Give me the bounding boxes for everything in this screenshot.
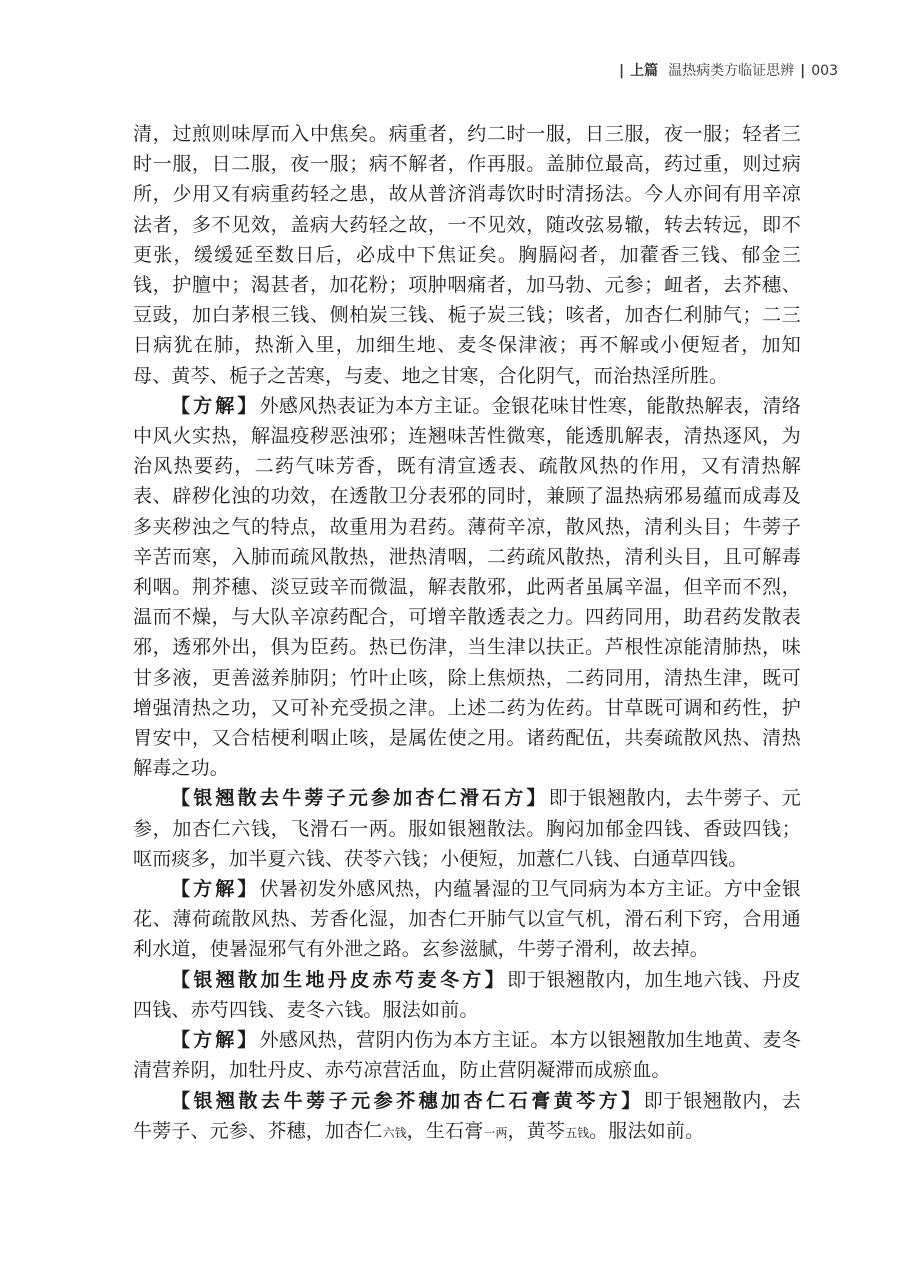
section-heading: 【方解】 bbox=[171, 1029, 260, 1052]
paragraph-text: 。服法如前。 bbox=[589, 1119, 705, 1142]
formula-heading: 【银翘散加生地丹皮赤芍麦冬方】 bbox=[171, 968, 508, 991]
formula-heading: 【银翘散去牛蒡子元参芥穗加杏仁石膏黄芩方】 bbox=[171, 1089, 644, 1112]
paragraph-text: ，黄芩 bbox=[507, 1119, 566, 1142]
paragraph-formula-1 bbox=[133, 783, 801, 874]
paragraph-text: 即于银翘散内，去牛蒡子、元参、芥穗，加杏仁 bbox=[133, 1089, 801, 1142]
paragraph-text: ，生石膏 bbox=[406, 1119, 484, 1142]
paragraph-fangjie-2 bbox=[133, 874, 801, 965]
section-heading: 【方解】 bbox=[171, 394, 260, 417]
dosage-annotation: 六钱 bbox=[382, 1125, 407, 1140]
header-separator: | bbox=[800, 63, 806, 79]
formula-heading: 【银翘散去牛蒡子元参加杏仁滑石方】 bbox=[171, 787, 549, 810]
paragraph-text: 即于银翘散内，加生地六钱、丹皮四钱、赤芍四钱、麦冬六钱。服法如前。 bbox=[133, 968, 801, 1021]
running-header bbox=[0, 60, 838, 80]
header-title: 温热病类方临证思辨 bbox=[668, 63, 795, 79]
page-body bbox=[133, 119, 801, 1148]
paragraph-continuation: 清，过煎则味厚而入中焦矣。病重者，约二时一服，日三服，夜一服；轻者三时一服，日二服，夜一服；病不解者，作再服。盖肺位最高，药过重，则过病所，少用又有病重药轻之患，故从普济消毒饮时时清扬法。今人亦间有用辛凉法者，多不见效，盖病大药轻之故，一不见效，随改弦易辙，转去转远，即不更张，缓缓延至数日后，必成中下焦证矣。胸膈闷者，加藿香三钱、郁金三钱，护膻中；渴甚者，加花粉；项肿咽痛者，加马勃、元参；衄者，去芥穗、豆豉，加白茅根三钱、侧柏炭三钱、栀子炭三钱；咳者，加杏仁利肺气；二三日病犹在肺，热渐入里，加细生地、麦冬保津液；再不解或小便短者，加知母、黄芩、栀子之苦寒，与麦、地之甘寒，合化阴气，而治热淫所胜。 bbox=[133, 123, 801, 387]
page-number: 003 bbox=[811, 63, 838, 79]
paragraph-text: 即于银翘散内，去牛蒡子、元参，加杏仁六钱，飞滑石一两。服如银翘散法。胸闷加郁金四钱、香豉四钱；呕而痰多，加半夏六钱、茯苓六钱；小便短，加薏仁八钱、白通草四钱。 bbox=[133, 787, 801, 870]
paragraph-text: 外感风热表证为本方主证。金银花味甘性寒，能散热解表，清络中风火实热，解温疫秽恶浊邪；连翘味苦性微寒，能透肌解表，清热逐风，为治风热要药，二药气味芳香，既有清宣透表、疏散风热的作用，又有清热解表、辟秽化浊的功效，在透散卫分表邪的同时，兼顾了温热病邪易蕴而成毒及多夹秽浊之气的特点，故重用为君药。薄荷辛凉，散风热，清利头目；牛蒡子辛苦而寒，入肺而疏风散热，泄热清咽，二药疏风散热，清利头目，且可解毒利咽。荆芥穗、淡豆豉辛而微温，解表散邪，此两者虽属辛温，但辛而不烈，温而不燥，与大队辛凉药配合，可增辛散透表之力。四药同用，助君药发散表邪，透邪外出，俱为臣药。热已伤津，当生津以扶正。芦根性凉能清肺热，味甘多液，更善滋养肺阴；竹叶止咳，除上焦烦热，二药同用，清热生津，既可增强清热之功，又可补充受损之津。上述二药为佐药。甘草既可调和药性，护胃安中，又合桔梗利咽止咳，是属佐使之用。诸药配伍，共奏疏散风热、清热解毒之功。 bbox=[133, 394, 801, 780]
paragraph-formula-2 bbox=[133, 965, 801, 1025]
paragraph-text: 伏暑初发外感风热，内蕴暑湿的卫气同病为本方主证。方中金银花、薄荷疏散风热、芳香化湿，加杏仁开肺气以宣气机，滑石利下窍，合用通利水道，使暑湿邪气有外泄之路。玄参滋腻，牛蒡子滑利，故去掉。 bbox=[133, 878, 801, 961]
paragraph-fangjie-3 bbox=[133, 1025, 801, 1085]
paragraph-fangjie-1 bbox=[133, 391, 801, 784]
dosage-annotation: 一两 bbox=[483, 1125, 508, 1140]
header-separator: | bbox=[619, 63, 625, 79]
section-heading: 【方解】 bbox=[171, 878, 260, 901]
dosage-annotation: 五钱 bbox=[565, 1125, 590, 1140]
paragraph-formula-3 bbox=[133, 1086, 801, 1148]
header-part: 上篇 bbox=[630, 63, 659, 79]
paragraph-text: 外感风热，营阴内伤为本方主证。本方以银翘散加生地黄、麦冬清营养阴，加牡丹皮、赤芍凉营活血，防止营阴凝滞而成瘀血。 bbox=[133, 1029, 801, 1082]
